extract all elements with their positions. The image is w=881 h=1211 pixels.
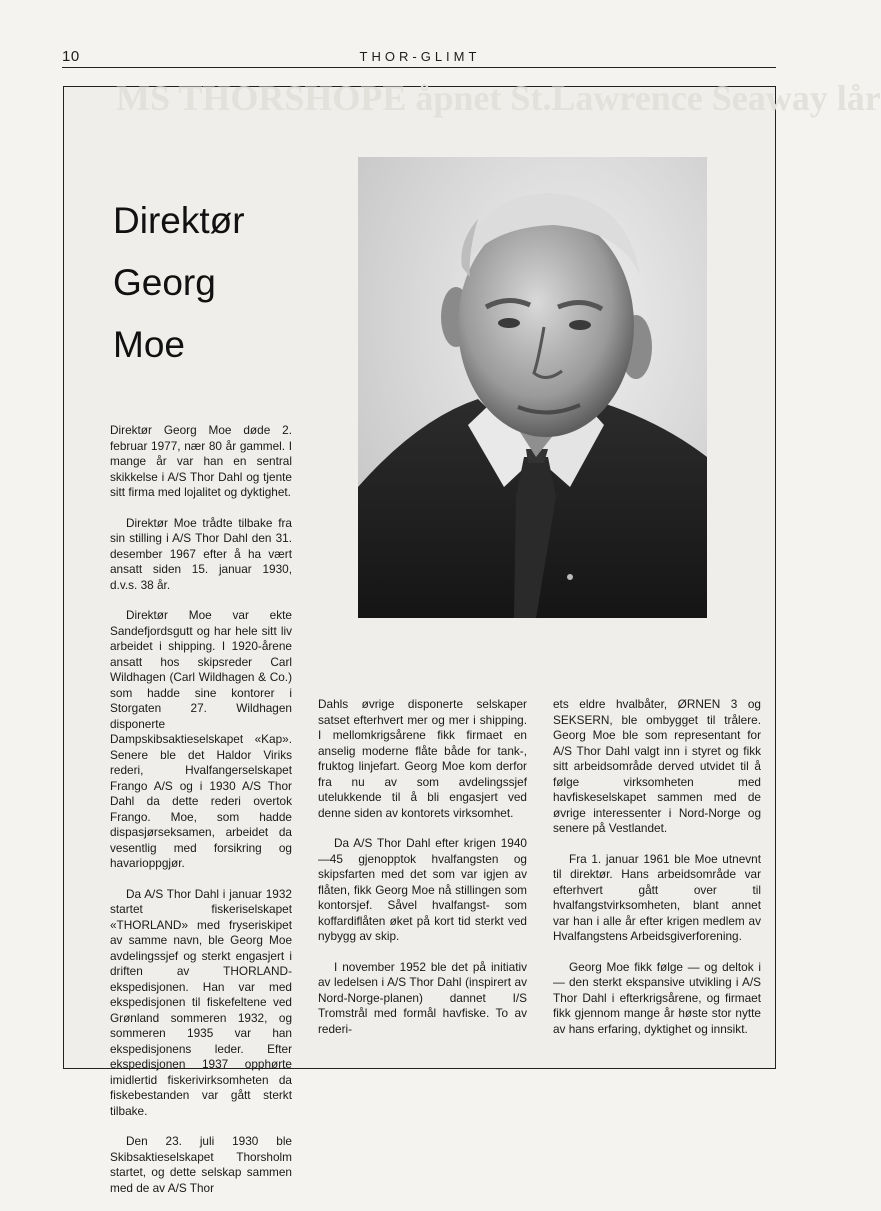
paragraph: Da A/S Thor Dahl i januar 1932 startet fiskeriselskapet «THORLAND» med fryseriskipet av samme navn, ble Georg Moe avdelingssjef og sterkt engasjert i driften av THORLAND-ekspedisjonen. Han var med ekspedisjonen til fiskefeltene ved Grønland sommeren 1932, og sommeren 1935 var han ekspedisjonens leder. Efter ekspedisjonen 1937 opphørte imidlertid fiskerivirksomheten da fiskebestanden var gått sterkt tilbake. bbox=[110, 886, 292, 1118]
paragraph: ets eldre hvalbåter, ØRNEN 3 og SEKSERN, ble ombygget til trålere. Georg Moe ble som representant for A/S Thor Dahl valgt inn i styret og fikk sitt arbeidsområde derved utvidet til å følge virksomheten med havfiskeselskapet sammen med de øvrige interessenter i Nord-Norge og senere på Vestlandet. bbox=[553, 697, 761, 835]
paragraph: Direktør Georg Moe døde 2. februar 1977, nær 80 år gammel. I mange år var han en sentral skikkelse i A/S Thor Dahl og tjente sitt firma med lojalitet og dyktighet. bbox=[110, 423, 292, 499]
paragraph: Direktør Moe trådte tilbake fra sin stilling i A/S Thor Dahl den 31. desember 1967 efter å ha vært ansatt siden 15. januar 1930, d.v.s. 38 år. bbox=[110, 515, 292, 592]
paragraph: Direktør Moe var ekte Sandefjordsgutt og har hele sitt liv arbeidet i shipping. I 1920-årene ansatt hos skipsreder Carl Wildhagen (Carl Wildhagen & Co.) som hadde sine kontorer i Storgaten 27. Wildhagen disponerte Dampskibsaktieselskapet «Kap». Senere ble det Haldor Viriks rederi, Hvalfangerselskapet Frango A/S og i 1930 A/S Thor Dahl da dette rederi overtok Frango. Moe, som hadde dispasjørseksamen, arbeidet da vesentlig med forsikring og havarioppgjør. bbox=[110, 608, 292, 870]
paragraph: Da A/S Thor Dahl efter krigen 1940—45 gjenopptok hvalfangsten og skipsfarten med det som var igjen av flåten, fikk Georg Moe nå stillingen som kontorsjef. Såvel hvalfangst- som koffardiflåten øket på kort tid sterkt ved nybygg av skip. bbox=[318, 836, 527, 943]
portrait-illustration bbox=[358, 157, 707, 618]
title-line: Moe bbox=[113, 324, 185, 365]
portrait-photo bbox=[358, 157, 707, 618]
article-title bbox=[113, 190, 245, 376]
paragraph: Dahls øvrige disponerte selskaper satset efterhvert mer og mer i shipping. I mellomkrigsårene fikk firmaet en anselig moderne flåte både for tank-, fruktog linjefart. Georg Moe kom derfor fra nu av som avdelingssjef utelukkende til å bli engasjert ved denne siden av kontorets virksomhet. bbox=[318, 697, 527, 820]
paragraph: Georg Moe fikk følge — og deltok i — den sterkt ekspansive utvikling i A/S Thor Dahl i efterkrigsårene, og firmaet fikk gjennom mange år høste stor nytte av hans erfaring, dyktighet og innsikt. bbox=[553, 959, 761, 1036]
article-column-2 bbox=[318, 697, 527, 1052]
title-line: Georg bbox=[113, 262, 216, 303]
show-through-headline: MS THORSHOPE åpnet St.Lawrence Seaway lår bbox=[116, 78, 881, 118]
title-line: Direktør bbox=[113, 200, 245, 241]
article-column-1 bbox=[110, 423, 292, 1211]
header-rule bbox=[62, 67, 776, 68]
page-number: 10 bbox=[62, 48, 80, 65]
paragraph: Den 23. juli 1930 ble Skibsaktieselskapet Thorsholm startet, og dette selskap sammen med de av A/S Thor bbox=[110, 1134, 292, 1195]
paragraph: I november 1952 ble det på initiativ av ledelsen i A/S Thor Dahl (inspirert av Nord-Norge-planen) dannet I/S Tromstrål med formål havfiske. To av rederi- bbox=[318, 959, 527, 1036]
article-column-3 bbox=[553, 697, 761, 1052]
running-header: THOR-GLIMT bbox=[359, 49, 481, 64]
paragraph: Fra 1. januar 1961 ble Moe utnevnt til direktør. Hans arbeidsområde var efterhvert gått over til hvalfangstvirksomheten, blant annet var han i alle år efter krigen medlem av Hvalfangstens Arbeidsgiverforening. bbox=[553, 851, 761, 943]
